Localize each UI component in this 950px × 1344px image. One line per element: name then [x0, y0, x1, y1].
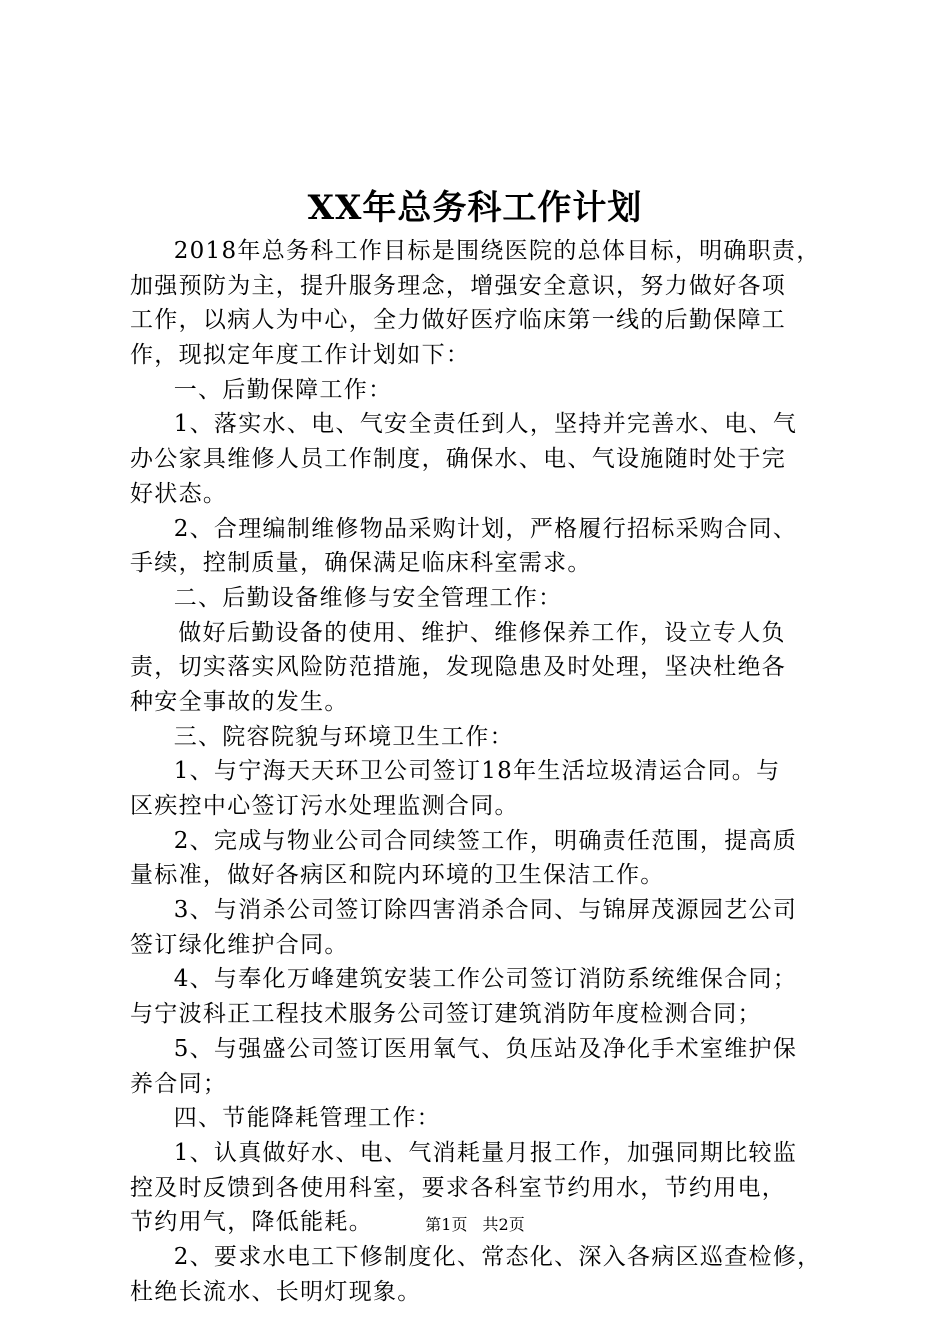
text-line: 量标准，做好各病区和院内环境的卫生保洁工作。: [130, 862, 665, 889]
text-line: 1、认真做好水、电、气消耗量月报工作，加强同期比较监: [173, 1139, 798, 1166]
text-line: 与宁波科正工程技术服务公司签订建筑消防年度检测合同；: [130, 1001, 762, 1028]
text-line: 1、与宁海天天环卫公司签订18年生活垃圾清运合同。与: [173, 758, 781, 785]
document-body: [130, 234, 830, 1309]
text-line: 签订绿化维护合同。: [130, 931, 349, 958]
text-line: 种安全事故的发生。: [130, 688, 349, 715]
text-line: 3、与消杀公司签订除四害消杀合同、与锦屏茂源园艺公司: [173, 897, 798, 924]
text-line: 2、合理编制维修物品采购计划，严格履行招标采购合同、: [173, 515, 798, 542]
text-line: 做好后勤设备的使用、维护、维修保养工作，设立专人负: [178, 619, 786, 646]
page-total: 共2页: [482, 1215, 525, 1234]
text-line: 四、节能降耗管理工作：: [173, 1105, 441, 1132]
text-line: 一、后勤保障工作：: [173, 376, 393, 403]
document-title: XX年总务科工作计划: [307, 188, 643, 228]
text-line: 责，切实落实风险防范措施，发现隐患及时处理，坚决杜绝各: [130, 654, 787, 681]
page-footer: [0, 1215, 950, 1235]
text-line: 杜绝长流水、长明灯现象。: [130, 1278, 422, 1305]
text-line: 作，现拟定年度工作计划如下：: [130, 342, 471, 369]
text-line: 2018年总务科工作目标是围绕医院的总体目标，明确职责，: [173, 238, 821, 264]
text-line: 4、与奉化万峰建筑安装工作公司签订消防系统维保合同；: [173, 966, 798, 993]
text-line: 工作，以病人为中心，全力做好医疗临床第一线的后勤保障工: [130, 307, 787, 334]
text-line: 好状态。: [130, 480, 228, 507]
page-number: 第1页: [425, 1215, 468, 1234]
text-line: 2、完成与物业公司合同续签工作，明确责任范围，提高质: [173, 827, 798, 854]
text-line: 三、院容院貌与环境卫生工作：: [173, 723, 514, 750]
text-line: 区疾控中心签订污水处理监测合同。: [130, 793, 519, 819]
text-line: 5、与强盛公司签订医用氧气、负压站及净化手术室维护保: [173, 1035, 798, 1062]
text-line: 手续，控制质量，确保满足临床科室需求。: [130, 550, 592, 577]
text-line: 二、后勤设备维修与安全管理工作：: [173, 584, 563, 611]
text-line: 加强预防为主，提升服务理念，增强安全意识，努力做好各项: [130, 272, 787, 299]
text-line: 节约用气，降低能耗。: [130, 1209, 373, 1236]
text-line: 控及时反馈到各使用科室，要求各科室节约用水，节约用电，: [130, 1174, 787, 1201]
text-line: 2、要求水电工下修制度化、常态化、深入各病区巡查检修，: [173, 1243, 822, 1270]
text-line: 1、落实水、电、气安全责任到人，坚持并完善水、电、气: [173, 411, 798, 438]
text-line: 办公家具维修人员工作制度，确保水、电、气设施随时处于完: [130, 446, 787, 473]
text-line: 养合同；: [130, 1070, 228, 1097]
